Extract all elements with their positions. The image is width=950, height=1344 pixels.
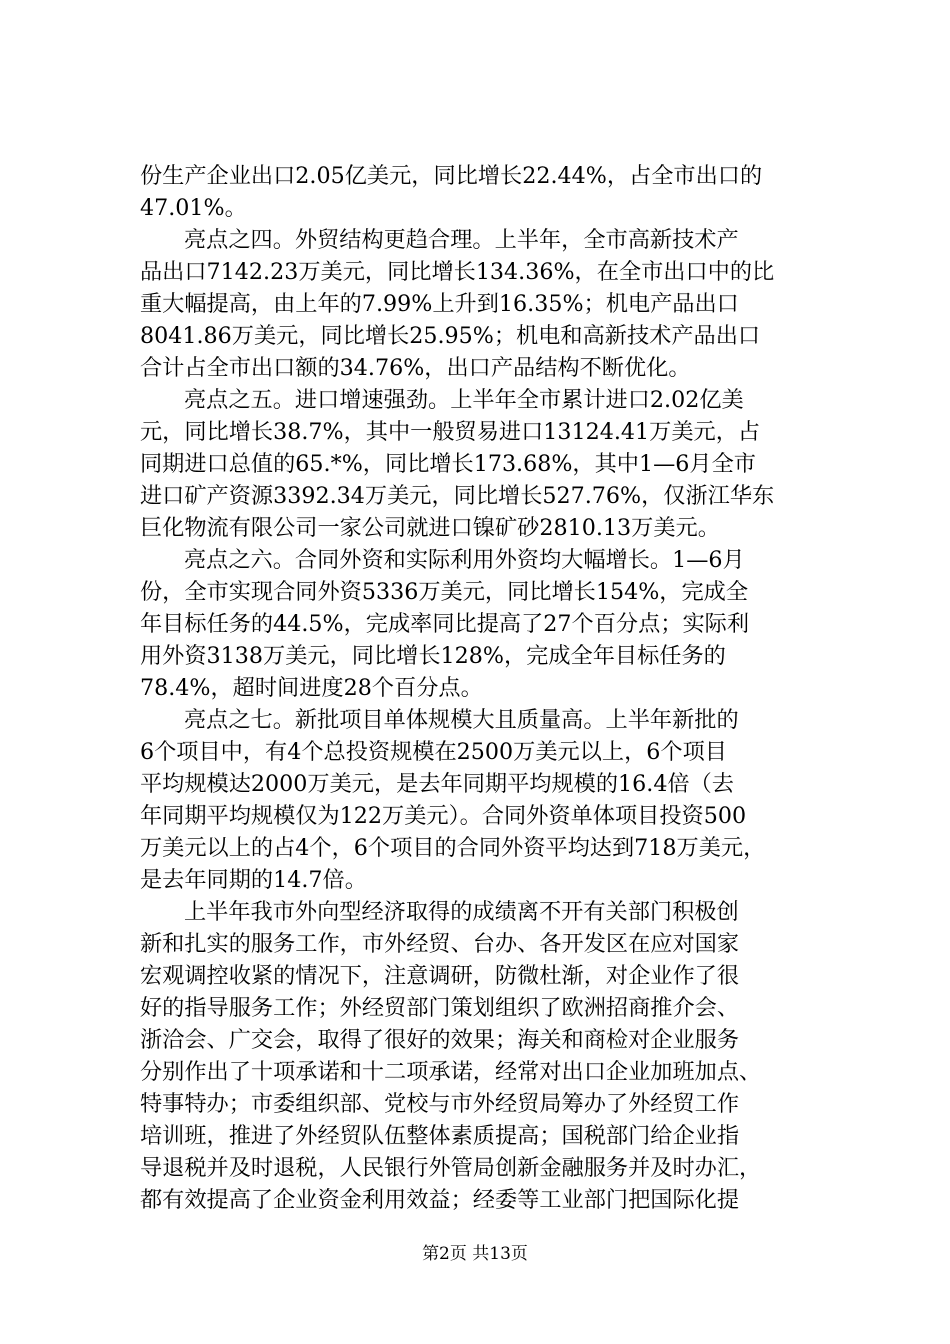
text-line: 亮点之七。新批项目单体规模大且质量高。上半年新批的 — [184, 707, 739, 733]
paragraph — [140, 384, 830, 544]
text-line: 元，同比增长38.7%，其中一般贸易进口13124.41万美元，占 — [140, 419, 761, 445]
text-line: 品出口7142.23万美元，同比增长134.36%，在全市出口中的比 — [140, 259, 775, 285]
text-line: 平均规模达2000万美元，是去年同期平均规模的16.4倍（去 — [140, 771, 734, 797]
text-line: 巨化物流有限公司一家公司就进口镍矿砂2810.13万美元。 — [140, 515, 720, 541]
text-line: 78.4%，超时间进度28个百分点。 — [140, 675, 483, 701]
page-number-footer: 第2页 共13页 — [422, 1244, 528, 1264]
text-line: 进口矿产资源3392.34万美元，同比增长527.76%，仅浙江华东 — [140, 483, 775, 509]
text-line: 浙洽会、广交会，取得了很好的效果；海关和商检对企业服务 — [140, 1027, 740, 1053]
text-line: 亮点之五。进口增速强劲。上半年全市累计进口2.02亿美 — [184, 387, 744, 413]
text-line: 亮点之六。合同外资和实际利用外资均大幅增长。1—6月 — [184, 547, 745, 573]
text-line: 同期进口总值的65.*%，同比增长173.68%，其中1—6月全市 — [140, 451, 756, 477]
text-line: 是去年同期的14.7倍。 — [140, 867, 367, 893]
text-line: 份，全市实现合同外资5336万美元，同比增长154%，完成全 — [140, 579, 749, 605]
text-line: 6个项目中，有4个总投资规模在2500万美元以上，6个项目 — [140, 739, 727, 765]
text-line: 8041.86万美元，同比增长25.95%；机电和高新技术产品出口 — [140, 323, 761, 349]
document-body — [140, 160, 830, 1216]
paragraph — [140, 160, 830, 224]
text-line: 分别作出了十项承诺和十二项承诺，经常对出口企业加班加点、 — [140, 1059, 762, 1085]
text-line: 宏观调控收紧的情况下，注意调研，防微杜渐，对企业作了很 — [140, 963, 740, 989]
paragraph — [140, 896, 830, 1216]
text-line: 好的指导服务工作；外经贸部门策划组织了欧洲招商推介会、 — [140, 995, 740, 1021]
text-line: 都有效提高了企业资金利用效益；经委等工业部门把国际化提 — [140, 1187, 740, 1213]
text-line: 年同期平均规模仅为122万美元）。合同外资单体项目投资500 — [140, 803, 747, 829]
text-line: 亮点之四。外贸结构更趋合理。上半年，全市高新技术产 — [184, 227, 739, 253]
text-line: 47.01%。 — [140, 195, 247, 221]
text-line: 年目标任务的44.5%，完成率同比提高了27个百分点；实际利 — [140, 611, 750, 637]
text-line: 培训班，推进了外经贸队伍整体素质提高；国税部门给企业指 — [140, 1123, 740, 1149]
text-line: 用外资3138万美元，同比增长128%，完成全年目标任务的 — [140, 643, 726, 669]
text-line: 重大幅提高，由上年的7.99%上升到16.35%；机电产品出口 — [140, 291, 739, 317]
text-line: 万美元以上的占4个，6个项目的合同外资平均达到718万美元， — [140, 835, 766, 861]
text-line: 份生产企业出口2.05亿美元，同比增长22.44%，占全市出口的 — [140, 163, 763, 189]
paragraph — [140, 704, 830, 896]
paragraph — [140, 544, 830, 704]
text-line: 新和扎实的服务工作，市外经贸、台办、各开发区在应对国家 — [140, 931, 740, 957]
text-line: 合计占全市出口额的34.76%，出口产品结构不断优化。 — [140, 355, 691, 381]
paragraph — [140, 224, 830, 384]
text-line: 导退税并及时退税，人民银行外管局创新金融服务并及时办汇， — [140, 1155, 762, 1181]
text-line: 特事特办；市委组织部、党校与市外经贸局筹办了外经贸工作 — [140, 1091, 740, 1117]
text-line: 上半年我市外向型经济取得的成绩离不开有关部门积极创 — [184, 899, 739, 925]
